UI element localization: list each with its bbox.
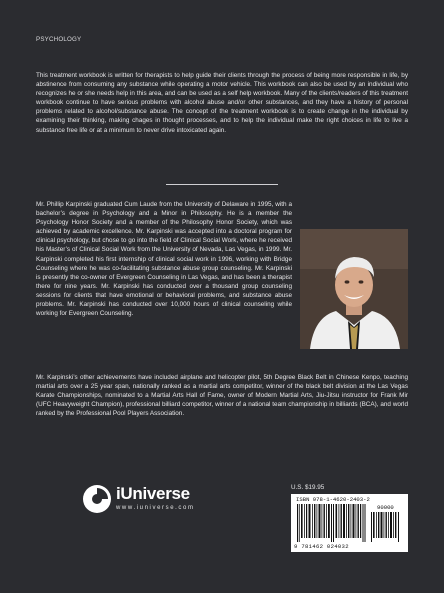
isbn-barcode [291,494,408,552]
achievements-paragraph: Mr. Karpinski’s other achievements have included airplane and helicopter pilot, 5th Degree Black Belt in Chinese Kenpo, teaching martial arts over a 25 year span, nationally ranked as a martial arts competitor, winner of the black belt division at the Las Vegas Karate Championships, nominated to a Martial Arts Hall of Fame, owner of Modern Martial Arts, Jiu-Jitsu instructor for Frank Mir (UFC Heavyweight Champion), professional billiard competitor, winner of a national team championship in billiards (BCA), and world ranked by the Professional Pool Players Association. [36,374,408,418]
publisher-logo [82,482,212,522]
isbn-number: ISBN 978-1-4620-2403-2 [296,496,370,503]
author-photo [300,229,408,349]
section-divider [166,184,278,185]
author-portrait-icon [300,229,408,349]
intro-paragraph: This treatment workbook is written for therapists to help guide their clients through the process of being more responsible in life, by abstinence from consuming any substance while operating a motor vehicle. This workbook can also be used by an individual who recognizes he or she needs help in this area, and can be used as a self help workbook. Many of the clients/readers of this treatment workbook continue to have serious problems with alcohol abuse and/or other substances, and they have a history of personal problems related to alcohol/substance abuse. The concept of the treatment workbook is to create change in the individual by examining their thinking, making chages in thought processes, and to help the individual make the right choices in life to live a substance free life or at a minimum to never drive intoxicated again. [36,72,408,134]
publisher-url: www.iuniverse.com [116,505,195,511]
price-label: U.S. $19.95 [291,484,325,491]
iuniverse-logo-icon [82,484,112,514]
author-bio-paragraph: Mr. Phillip Karpinski graduated Cum Laude from the University of Delaware in 1995, with a bachelor’s degree in Psychology and a Minor in Philosophy. He is a member the Psychology Honor Society and a member of the Philosophy Honor Society, which was achieved by academic excellence. Mr. Karpinski was accepted into a doctoral program for clinical psychology, but chose to go into the field of Clinical Social Work, where he received his Master’s of Clinical Social Work from the University of Nevada, Las Vegas, in 1999. Mr. Karpinski completed his first internship of clinical social work in 1996, working with Bridge Counseling where he was co-facilitating substance abuse group counseling. Mr. Karpinski is presently the co-owner of Evergreen Counseling in Las Vegas, and has been a therapist there for nine years. Mr. Karpinski has conducted over a thousand group counseling sessions for clients that have emotional or behavioral problems, and substance abuse problems. Mr. Karpinski has conducted over 10,000 hours of clinical counseling while working for Evergreen Counseling. [36,201,292,318]
publisher-name: iUniverse [116,484,190,503]
category-label: PSYCHOLOGY [36,36,82,43]
author-bio-section [36,200,408,353]
price-code: 90000 [377,504,394,511]
barcode-number: 9 781462 024032 [294,543,349,550]
